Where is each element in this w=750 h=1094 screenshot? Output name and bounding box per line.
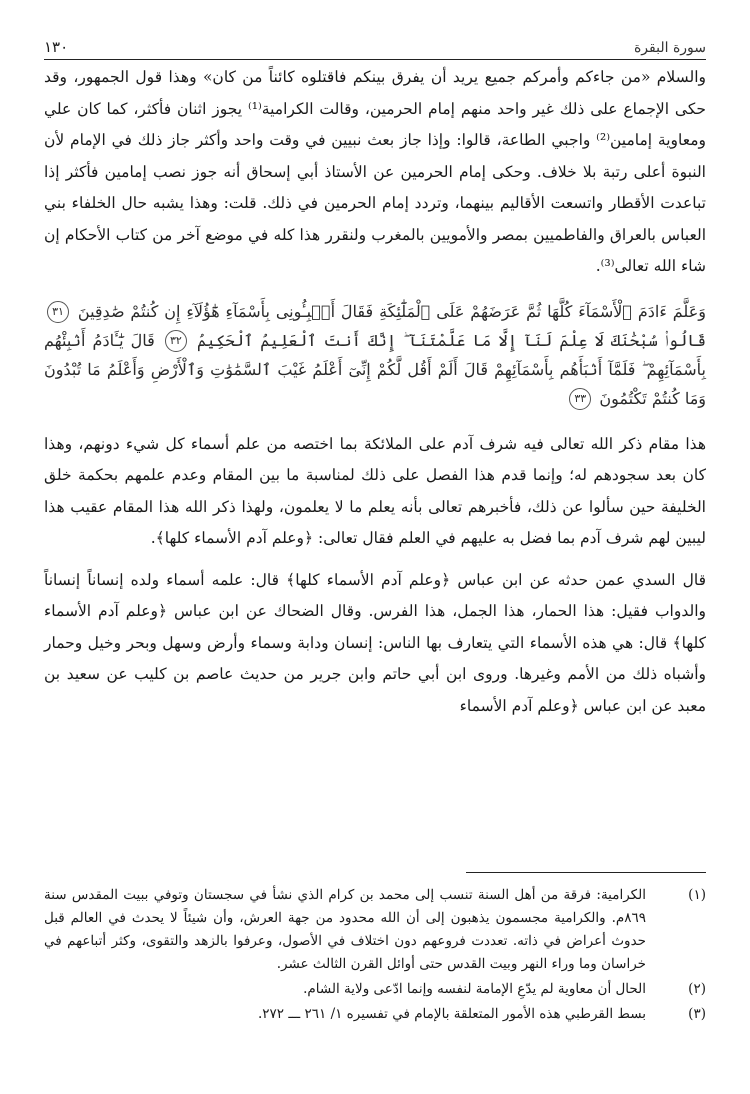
footnote-number: (٢)	[688, 981, 706, 997]
main-text	[44, 62, 706, 722]
page-header	[44, 30, 706, 60]
paragraph-1: والسلام «من جاءكم وأمركم جميع يريد أن يفرق بينكم فاقتلوه كائناً من كان» وهذا قول الجمهور، وقد حكى الإجماع على ذلك غير واحد منهم إمام الحرمين، وقالت الكرامية⁽¹⁾ يجوز اثنان فأكثر، كما كان علي ومعاوية إمامين⁽²⁾ واجبي الطاعة، قالوا: وإذا جاز بعث نبيين في وقت واحد وأكثر جاز ذلك في الإمام لأن النبوة أعلى رتبة بلا خلاف. وحكى إمام الحرمين عن الأستاذ أبي إسحاق أنه جوز نصب إمامين فأكثر إذا تباعدت الأقطار واتسعت الأقاليم بينهما، وتردد إمام الحرمين في ذلك. قلت: وهذا يشبه حال الخلفاء بني العباس بالعراق والفاطميين بمصر والأمويين بالمغرب ولنقرر هذا كله في موضع آخر من كتاب الأحكام إن شاء الله تعالى⁽³⁾.	[44, 68, 706, 275]
paragraph-3: قال السدي عمن حدثه عن ابن عباس ﴿وعلم آدم الأسماء كلها﴾ قال: علمه أسماء ولده إنساناً إنساناً والدواب فقيل: هذا الحمار، هذا الجمل، هذا الفرس. وقال الضحاك عن ابن عباس ﴿وعلم آدم الأسماء كلها﴾ قال: هي هذه الأسماء التي يتعارف بها الناس: إنسان ودابة وسماء وأرض وسهل وبحر وخيل وحمار وأشباه ذلك من الأمم وغيرها. وروى ابن أبي حاتم وابن جرير من حديث عاصم بن كليب عن سعيد بن معبد عن ابن عباس ﴿وعلم آدم الأسماء	[44, 570, 706, 715]
footnote-number: (٣)	[688, 1006, 706, 1022]
ayah-33-text: قَالَ يَٰٓـَٔادَمُ أَنۢبِئْهُم بِأَسْمَآئِهِمْ ۖ فَلَمَّآ أَنۢبَأَهُم بِأَسْمَآئِهِمْ قَالَ أَلَمْ أَقُل لَّكُمْ إِنِّىٓ أَعْلَمُ غَيْبَ ٱلسَّمَٰوَٰتِ وَٱلْأَرْضِ وَأَعْلَمُ مَا تُبْدُونَ وَمَا كُنتُمْ تَكْتُمُونَ	[44, 330, 706, 408]
footnote-3	[44, 1003, 706, 1026]
surah-title: سورة البقرة	[633, 40, 706, 56]
footnote-divider	[466, 872, 706, 873]
ayah-number-32: ٣٢	[165, 330, 187, 352]
paragraph-2: هذا مقام ذكر الله تعالى فيه شرف آدم على الملائكة بما اختصه من علم أسماء كل شيء دونهم، وهذا كان بعد سجودهم له؛ وإنما قدم هذا الفصل على ذلك لمناسبة ما بين المقام وعدم علمهم بحكمة خلق الخليفة حين سألوا عن ذلك، فأخبرهم تعالى بأنه يعلم ما لا يعلمون، ولهذا ذكر الله هذا المقام عقيب هذا ليبين لهم شرف آدم بما فضل به عليهم في العلم فقال تعالى: ﴿وعلم آدم الأسماء كلها﴾.	[44, 434, 706, 547]
footnote-text: الحال أن معاوية لم يدّعِ الإمامة لنفسه وإنما ادّعى ولاية الشام.	[303, 981, 646, 997]
footnote-number: (١)	[688, 887, 706, 903]
footnote-text: بسط القرطبي هذه الأمور المتعلقة بالإمام في تفسيره ١/ ٢٦١ ـــ ٢٧٢.	[258, 1006, 646, 1022]
quran-verses	[44, 297, 706, 413]
page-number: ١٣٠	[44, 38, 69, 56]
footnote-text: الكرامية: فرقة من أهل السنة تنسب إلى محمد بن كرام الذي نشأ في سجستان وتوفي ببيت المقدس سنة ٨٦٩م. والكرامية مجسمون يذهبون إلى أن الله محدود من جهة العرش، وأن شيئاً لا يحدث في العالم قبل حدوث أعراض في ذاته. تعددت فروعهم دون اختلاف في الأصول، وعرفوا بالزهد والتقوى، وكثر أتباعهم في خراسان وما وراء النهر وبيت القدس حتى أوائل القرن الثالث عشر.	[44, 887, 646, 972]
ayah-31-text: وَعَلَّمَ ءَادَمَ ٱلْأَسْمَآءَ كُلَّهَا ثُمَّ عَرَضَهُمْ عَلَى ٱلْمَلَٰٓئِكَةِ فَقَالَ أَنۢبِـُٔونِى بِأَسْمَآءِ هَٰٓؤُلَآءِ إِن كُنتُمْ صَٰدِقِينَ	[77, 301, 706, 321]
ayah-number-33: ٣٣	[569, 388, 591, 410]
ayah-number-31: ٣١	[47, 301, 69, 323]
ayah-32-text: قَالُوا۟ سُبْحَٰنَكَ لَا عِلْمَ لَنَآ إِلَّا مَا عَلَّمْتَنَآ ۖ إِنَّكَ أَنتَ ٱلْعَلِيمُ ٱلْحَكِيمُ	[196, 330, 707, 350]
footnote-1	[44, 884, 706, 976]
footnote-2	[44, 978, 706, 1001]
footnotes	[44, 884, 706, 1028]
